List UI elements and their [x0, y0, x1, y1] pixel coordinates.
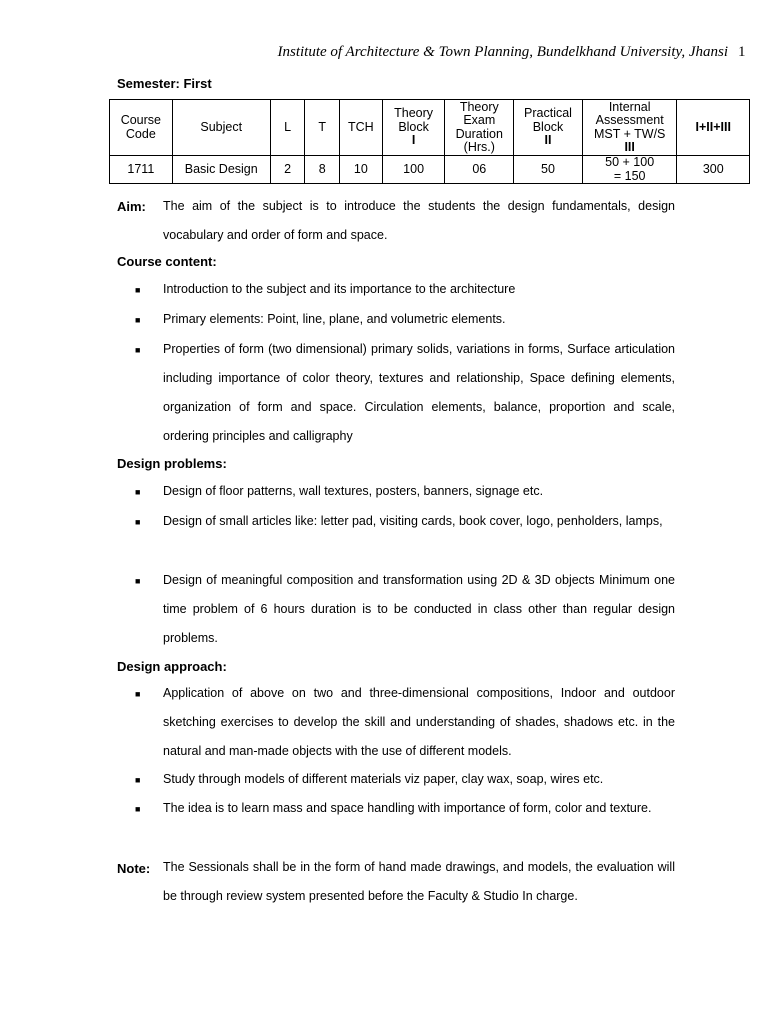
design-approach-item: Application of above on two and three-dimensional compositions, Indoor and outdoor sketching exercises to develop the skill and understanding of shades, shadows etc. in the natural and man-made objects with the use of different models.: [163, 686, 675, 758]
cell-practical-block: 50: [514, 156, 583, 184]
header-practical-block: [514, 100, 583, 156]
page-number: 1: [738, 44, 746, 60]
bullet-icon: ■: [135, 315, 141, 325]
header-subject: Subject: [172, 100, 270, 156]
course-table: [109, 99, 750, 184]
bullet-icon: ■: [135, 804, 141, 814]
design-approach-label: Design approach:: [117, 659, 227, 674]
header-tch: TCH: [339, 100, 382, 156]
cell-theory-block: 100: [382, 156, 445, 184]
table-header-row: [110, 100, 750, 156]
design-approach-item: The idea is to learn mass and space handling with importance of form, color and texture.: [163, 801, 652, 815]
cell-tch: 10: [339, 156, 382, 184]
course-content-item: Introduction to the subject and its importance to the architecture: [163, 282, 516, 296]
cell-theory-exam: 06: [445, 156, 514, 184]
cell-l: 2: [270, 156, 305, 184]
cell-total: 300: [677, 156, 750, 184]
design-problem-item: Design of floor patterns, wall textures, posters, banners, signage etc.: [163, 484, 544, 498]
header-internal-num: III: [624, 140, 635, 154]
header-t: T: [305, 100, 340, 156]
cell-t: 8: [305, 156, 340, 184]
bullet-icon: ■: [135, 487, 141, 497]
bullet-icon: ■: [135, 285, 141, 295]
cell-internal: [582, 156, 677, 184]
aim-label: Aim:: [117, 199, 146, 214]
cell-subject: Basic Design: [172, 156, 270, 184]
bullet-icon: ■: [135, 576, 141, 586]
course-content-item: Primary elements: Point, line, plane, and volumetric elements.: [163, 312, 506, 326]
header-practical-block-label: Practical Block: [524, 106, 572, 134]
note-text: The Sessionals shall be in the form of hand made drawings, and models, the evaluation will be through review system presented before the Faculty & Studio In charge.: [163, 860, 675, 903]
bullet-icon: ■: [135, 345, 141, 355]
semester-label: Semester: First: [117, 76, 212, 91]
note-label: Note:: [117, 861, 151, 876]
bullet-icon: ■: [135, 517, 141, 527]
design-problem-item: Design of meaningful composition and transformation using 2D & 3D objects Minimum one time problem of 6 hours duration is to be conducted in class other than regular design problems.: [163, 573, 675, 645]
header-theory-block-num: I: [411, 133, 416, 148]
table-row: [110, 156, 750, 184]
header-total: I+II+III: [677, 100, 750, 156]
header-theory-exam: Theory Exam Duration (Hrs.): [445, 100, 514, 156]
bullet-icon: ■: [135, 775, 141, 785]
header-internal-label: Internal Assessment MST + TW/S: [593, 99, 666, 141]
design-approach-item: Study through models of different materials viz paper, clay wax, soap, wires etc.: [163, 772, 604, 786]
header-l: L: [270, 100, 305, 156]
header-theory-block-label: Theory Block: [394, 106, 434, 134]
header-internal: [582, 100, 677, 156]
course-content-item: Properties of form (two dimensional) primary solids, variations in forms, Surface articulation including importance of color theory, textures and relationship, Space defining elements, organization of form and space. Circulation elements, balance, proportion and scale, ordering principles and calligraphy: [163, 342, 675, 443]
header-theory-block: [382, 100, 445, 156]
cell-internal-line2: = 150: [613, 168, 646, 183]
bullet-icon: ■: [135, 689, 141, 699]
institution-name: Institute of Architecture & Town Planning, Bundelkhand University, Jhansi: [277, 44, 728, 60]
header-practical-block-num: II: [544, 133, 552, 148]
cell-internal-line1: 50 + 100: [605, 155, 655, 169]
course-content-label: Course content:: [117, 254, 217, 269]
aim-text: The aim of the subject is to introduce the students the design fundamentals, design vocabulary and order of form and space.: [163, 199, 675, 242]
design-problems-label: Design problems:: [117, 456, 227, 471]
design-problem-item: Design of small articles like: letter pad, visiting cards, book cover, logo, penholders, lamps,: [163, 514, 663, 528]
cell-course-code: 1711: [110, 156, 173, 184]
page-header: [0, 44, 768, 61]
header-course-code: Course Code: [110, 100, 173, 156]
